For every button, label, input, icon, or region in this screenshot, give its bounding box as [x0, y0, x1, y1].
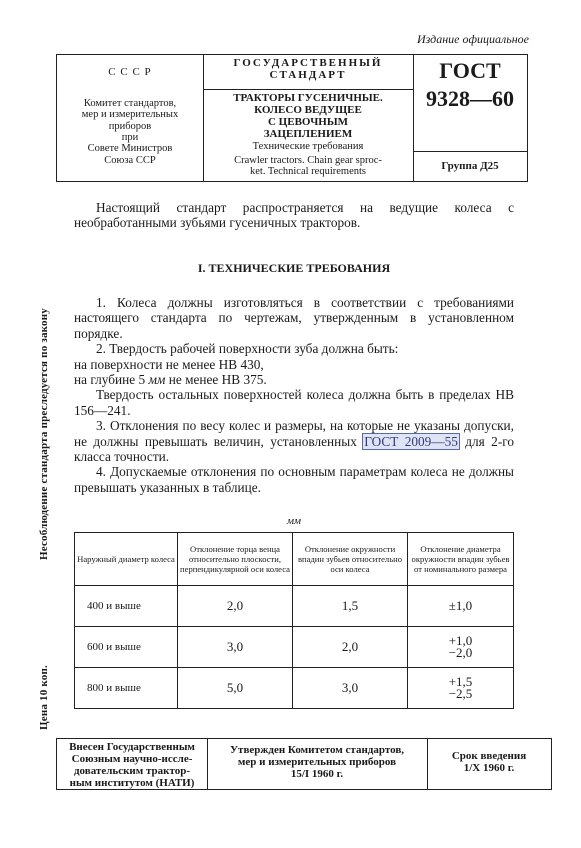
country: С С С Р	[108, 66, 152, 78]
approval-footer	[56, 738, 552, 790]
title-ru: ТРАКТОРЫ ГУСЕНИЧНЫЕ. КОЛЕСО ВЕДУЩЕЕ С ЦЕВОЧНЫМ ЗАЦЕПЛЕНИЕМ Технические требования	[203, 93, 413, 152]
committee: Комитет стандартов, мер и измерительных приборов при Совете Министров Союза ССР	[81, 98, 179, 166]
price-label: Цена 10 коп.	[38, 665, 50, 730]
table-unit: мм	[286, 515, 302, 527]
cell-face: 2,0	[178, 586, 293, 627]
cell-circle: 2,0	[293, 627, 408, 668]
header-diameter: Наружный диаметр колеса	[75, 533, 178, 586]
section-title: I. ТЕХНИЧЕСКИЕ ТРЕБОВАНИЯ	[197, 261, 391, 275]
cell-circle: 3,0	[293, 668, 408, 709]
subtitle-ru: Технические требования	[252, 140, 364, 152]
deviation-table	[74, 532, 514, 709]
paragraph-2: 2. Твердость рабочей поверхности зуба должна быть:	[96, 341, 399, 357]
legal-notice: Несоблюдение стандарта преследуется по закону	[38, 308, 50, 560]
standard-type: ГОСУДАРСТВЕННЫЙ СТАНДАРТ	[233, 57, 383, 81]
requirements	[74, 295, 514, 495]
paragraph-2a: на поверхности не менее НВ 430,	[74, 356, 264, 372]
introduced-by: Внесен Государственным Союзным научно-иссле- довательским трактор- ным институтом (НАТИ)	[69, 741, 195, 789]
gost-reference-link[interactable]: ГОСТ 2009—55	[364, 433, 458, 449]
edition-label: Издание официальное	[416, 32, 529, 46]
paragraph-1: 1. Колеса должны изготовляться в соответствии с требованиями настоящего стандарта по чертежам, утвержденным в установленном порядке.	[74, 295, 514, 341]
cell-deviation: ±1,0	[408, 586, 514, 627]
header-diameter-deviation: Отклонение диаметра окружности впадин зубьев от номинального размера	[408, 533, 514, 586]
header-face: Отклонение торца венца относительно плоскости, перпендикулярной оси колеса	[178, 533, 293, 586]
effective-date: Срок введения 1/X 1960 г.	[451, 750, 527, 774]
cell-diameter: 600 и выше	[75, 627, 178, 668]
table-row	[75, 668, 514, 709]
paragraph-3: 3. Отклонения по весу колес и размеры, на которые не указаны допуски, не должны превышать величин, установленных ГОСТ 2009—55 для 2-го класса точности.	[74, 418, 515, 465]
cell-deviation: +1,0 −2,0	[408, 627, 514, 668]
table-row	[75, 627, 514, 668]
standard-header	[56, 54, 528, 182]
table-row	[75, 586, 514, 627]
intro-paragraph: Настоящий стандарт распространяется на ведущие колеса с необработанными зубьями гусеничных тракторов.	[74, 200, 514, 231]
gost-label: ГОСТ	[439, 58, 501, 83]
approved-by: Утвержден Комитетом стандартов, мер и измерительных приборов 15/I 1960 г.	[229, 744, 405, 780]
header-circle: Отклонение окружности впадин зубьев относительно оси колеса	[293, 533, 408, 586]
group-label: Группа Д25	[441, 160, 499, 172]
cell-face: 5,0	[178, 668, 293, 709]
cell-deviation: +1,5 −2,5	[408, 668, 514, 709]
gost-number: 9328—60	[426, 86, 514, 111]
paragraph-2b: на глубине 5 мм не менее НВ 375.	[74, 372, 267, 388]
paragraph-4: 4. Допускаемые отклонения по основным параметрам колеса не должны превышать указанных в таблице.	[74, 464, 514, 495]
cell-diameter: 800 и выше	[75, 668, 178, 709]
paragraph-2c: Твердость остальных поверхностей колеса должна быть в пределах НВ 156—241.	[74, 387, 514, 418]
title-en: Crawler tractors. Chain gear sproc- ket. Technical requirements	[234, 155, 382, 178]
cell-diameter: 400 и выше	[75, 586, 178, 627]
cell-circle: 1,5	[293, 586, 408, 627]
cell-face: 3,0	[178, 627, 293, 668]
